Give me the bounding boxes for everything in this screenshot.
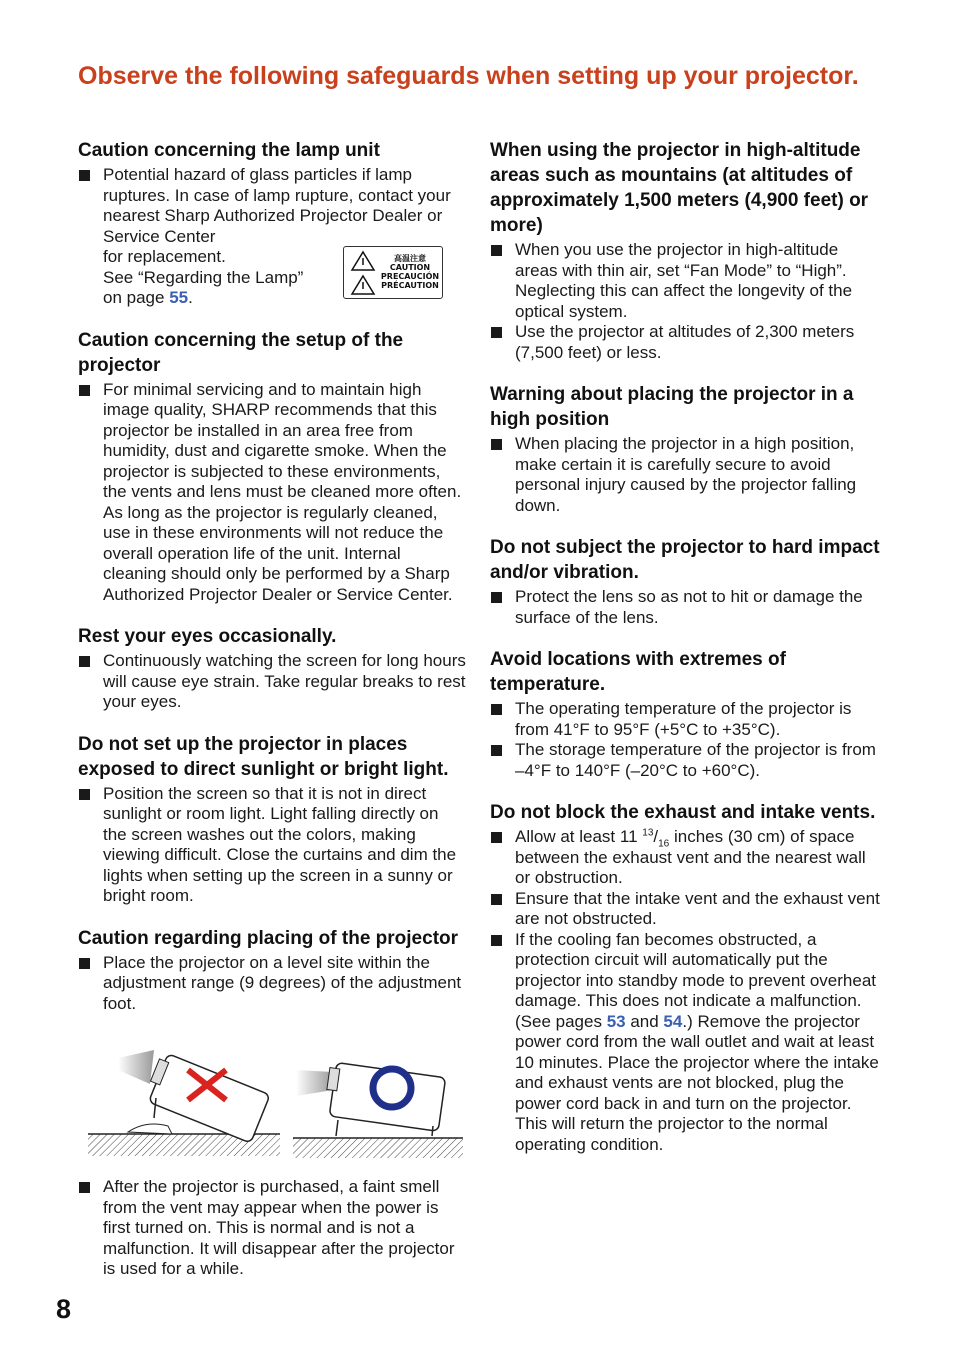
section-heading: Avoid locations with extremes of temperature.	[490, 649, 786, 695]
bullet-list	[490, 699, 882, 781]
section-heading: Caution concerning the lamp unit	[78, 140, 380, 161]
list-item: Use the projector at altitudes of 2,300 meters (7,500 feet) or less.	[490, 322, 882, 363]
section-heading: Caution regarding placing of the projector	[78, 927, 459, 949]
bullet-list	[490, 587, 882, 628]
section-heading: Do not block the exhaust and intake vents.	[490, 802, 876, 823]
label-line: CAUTION	[389, 263, 431, 272]
section-impact	[490, 535, 882, 628]
fraction-denominator: 16	[658, 838, 670, 850]
list-item: When you use the projector in high-altitude areas with thin air, set “Fan Mode” to “High”. Neglecting this can affect the longevity of the optical system.	[490, 240, 882, 322]
list-item: For minimal servicing and to maintain high image quality, SHARP recommends that this projector be installed in an area free from humidity, dust and cigarette smoke. When the projector is subjected to these environments, the vents and lens must be cleaned more often. As long as the projector is regularly cleaned, use in these environments will not reduce the overall operation life of the unit. Internal cleaning should only be performed by a Sharp Authorized Projector Dealer or Service Center.	[78, 380, 466, 606]
bullet-list	[78, 1177, 466, 1280]
section-heading: Warning about placing the projector in a high position	[490, 384, 854, 430]
item-text: See “Regarding the Lamp”	[103, 267, 304, 287]
correct-placement-figure	[293, 1062, 463, 1158]
label-line: 高温注意	[394, 254, 426, 263]
section-high-position	[490, 382, 882, 516]
warning-triangle-icon	[349, 248, 379, 298]
item-text: inches (30 cm) of space between the exhaust vent and the nearest wall or obstruction.	[515, 827, 866, 887]
item-text: and	[625, 1011, 664, 1031]
bullet-list	[78, 651, 466, 713]
section-heading: Do not set up the projector in places exposed to direct sunlight or bright light.	[78, 733, 449, 780]
item-text: for replacement.	[103, 247, 226, 266]
list-item: Continuously watching the screen for long hours will cause eye strain. Take regular breaks to rest your eyes.	[78, 651, 466, 713]
list-item: Ensure that the intake vent and the exhaust vent are not obstructed.	[490, 889, 882, 930]
bullet-list	[490, 240, 882, 363]
list-item: Position the screen so that it is not in direct sunlight or room light. Light falling directly on the screen washes out the colors, making viewing difficult. Close the curtains and dim the lights when setting up the screen in a sunny or bright room.	[78, 784, 466, 907]
list-item	[490, 827, 882, 889]
section-placing	[78, 926, 466, 1015]
section-high-altitude	[490, 138, 882, 363]
list-item: After the projector is purchased, a faint smell from the vent may appear when the power is first turned on. This is normal and is not a malfunction. It will disappear after the projector is used for a while.	[78, 1177, 466, 1280]
section-heading: Rest your eyes occasionally.	[78, 626, 337, 647]
item-text: If the cooling fan becomes obstructed, a protection circuit will automatically put the projector into standby mode to prevent overheat damage. This does not indicate a malfunction. (See pages	[515, 929, 876, 1031]
page-title: Observe the following safeguards when setting up your projector.	[78, 62, 859, 90]
page-link-54[interactable]: 54	[663, 1011, 683, 1031]
list-item: When placing the projector in a high position, make certain it is carefully secure to avoid personal injury caused by the projector falling down.	[490, 434, 882, 516]
section-setup	[78, 328, 466, 606]
item-text: .) Remove the projector power cord from the wall outlet and wait at least 10 minutes. Place the projector where the intake and exhaust vents are not blocked, plug the power cord back in and turn on the projector. This will return the projector to the normal operating condition.	[515, 1011, 879, 1154]
section-temperature	[490, 647, 882, 781]
caution-label-text	[380, 254, 440, 290]
page-number: 8	[56, 1294, 72, 1324]
item-text: Allow at least 11	[515, 827, 643, 846]
section-heading: Do not subject the projector to hard impact and/or vibration.	[490, 537, 880, 583]
incorrect-placement-figure	[88, 1050, 280, 1156]
right-column	[490, 138, 882, 1174]
bullet-list	[78, 380, 466, 606]
caution-label-image	[343, 246, 443, 299]
list-item: Place the projector on a level site within the adjustment range (9 degrees) of the adjustment foot.	[78, 953, 466, 1015]
item-text: .	[188, 288, 193, 307]
item-text: Potential hazard of glass particles if lamp ruptures. In case of lamp rupture, contact your nearest Sharp Authorized Projector Dealer or Service Center	[103, 165, 451, 246]
bullet-list	[490, 827, 882, 1155]
list-item: The operating temperature of the projector is from 41°F to 95°F (+5°C to +35°C).	[490, 699, 882, 740]
label-line: PRÉCAUTION	[381, 281, 439, 290]
section-heading: When using the projector in high-altitude areas such as mountains (at altitudes of approximately 1,500 meters (4,900 feet) or more)	[490, 140, 869, 236]
list-item: The storage temperature of the projector is from –4°F to 140°F (–20°C to +60°C).	[490, 740, 882, 781]
item-text: on page	[103, 288, 170, 307]
section-heading: Caution concerning the setup of the projector	[78, 329, 404, 376]
section-vents	[490, 800, 882, 1155]
label-line: PRECAUCIÓN	[380, 272, 440, 281]
list-item	[490, 930, 882, 1156]
fraction: $^{13}/_{16}$	[642, 827, 670, 850]
list-item: Protect the lens so as not to hit or damage the surface of the lens.	[490, 587, 882, 628]
bullet-list	[490, 434, 882, 516]
section-sunlight	[78, 732, 466, 907]
bullet-list	[78, 953, 466, 1015]
section-smell	[78, 1177, 466, 1280]
section-rest-eyes	[78, 624, 466, 713]
page-link-53[interactable]: 53	[606, 1011, 626, 1031]
fraction-numerator: 13	[642, 827, 654, 839]
placement-illustration	[88, 1040, 464, 1160]
page-link-55[interactable]: 55	[169, 288, 189, 307]
bullet-list	[78, 784, 466, 907]
